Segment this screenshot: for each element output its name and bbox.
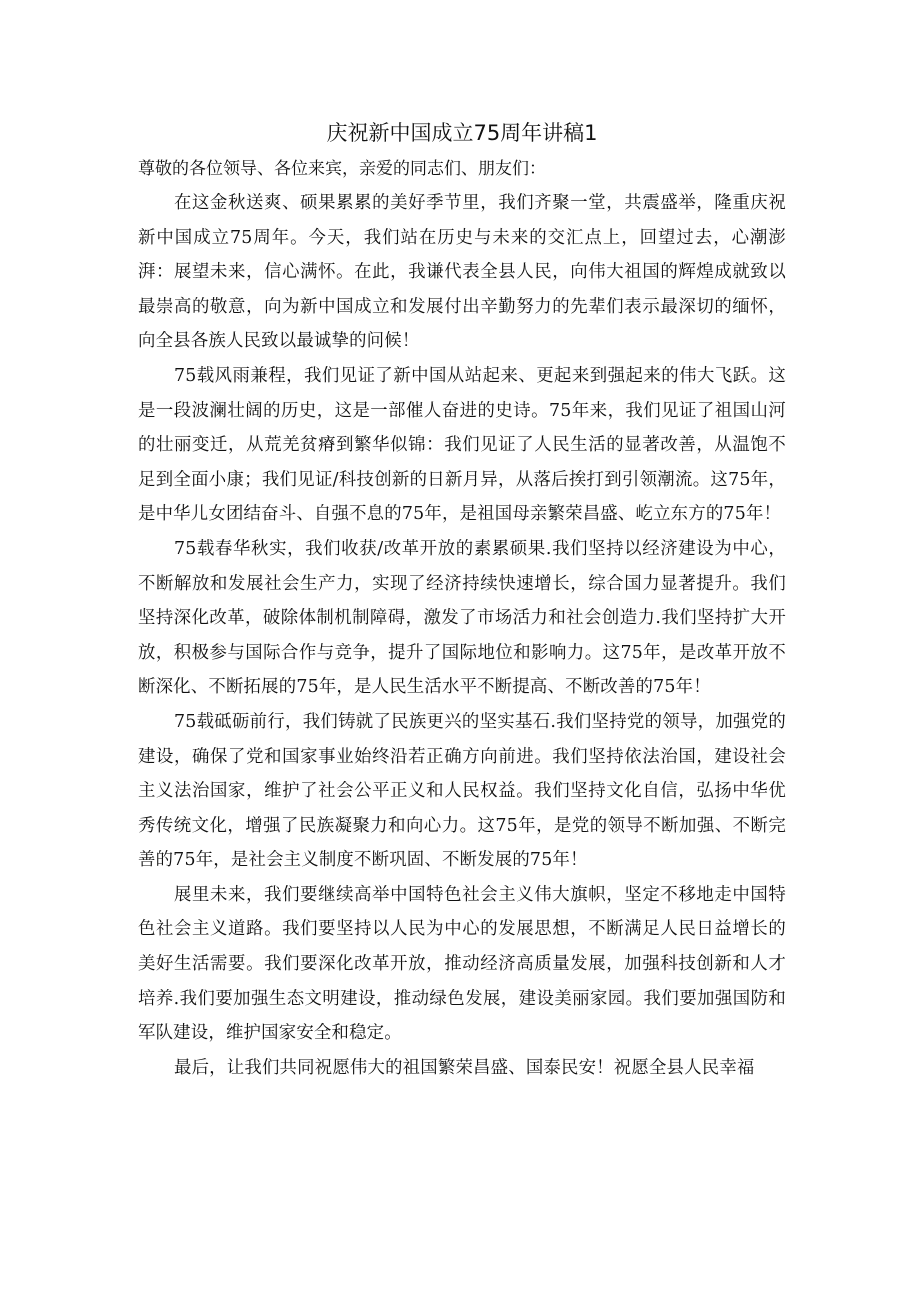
document-title: 庆祝新中国成立75周年讲稿1 [326, 121, 598, 145]
paragraph-6: 最后，让我们共同祝愿伟大的祖国繁荣昌盛、国泰民安！祝愿全县人民幸福 [174, 1057, 755, 1078]
paragraph-3: 75载春华秋实，我们收获/改革开放的素累硕果.我们坚持以经济建设为中心，不断解放和发展社会生产力，实现了经济持续快速增长，综合国力显著提升。我们坚持深化改革，破除体制机制障碍，激发了市场活力和社会创造力.我们坚持扩大开放，积极参与国际合作与竞争，提升了国际地位和影响力。这75年，是改革开放不断深化、不断拓展的75年，是人民生活水平不断提高、不断改善的75年！ [138, 538, 786, 698]
paragraph-5: 展里未来，我们要继续高举中国特色社会主义伟大旗帜，坚定不移地走中国特色社会主义道路。我们要坚持以人民为中心的发展思想，不断满足人民日益增长的美好生活需要。我们要深化改革开放，推动经济高质量发展，加强科技创新和人才培养.我们要加强生态文明建设，推动绿色发展，建设美丽家园。我们要加强国防和军队建设，维护国家安全和稳定。 [138, 884, 786, 1044]
paragraph-2: 75载风雨兼程，我们见证了新中国从站起来、更起来到强起来的伟大飞跃。这是一段波澜壮阔的历史，这是一部催人奋进的史诗。75年来，我们见证了祖国山河的壮丽变迁，从荒羌贫瘠到繁华似锦：我们见证了人民生活的显著改善，从温饱不足到全面小康；我们见证/科技创新的日新月异，从落后挨打到引领潮流。这75年，是中华儿女团结奋斗、自强不息的75年，是祖国母亲繁荣昌盛、屹立东方的75年！ [138, 365, 786, 525]
greeting-line: 尊敬的各位领导、各位来宾，亲爱的同志们、朋友们： [138, 159, 546, 179]
paragraph-4: 75载砥砺前行，我们铸就了民族更兴的坚实基石.我们坚持党的领导，加强党的建设，确保了党和国家事业始终沿若正确方向前进。我们坚持依法治国，建设社会主义法治国家，维护了社会公平正义和人民权益。我们坚持文化自信，弘扬中华优秀传统文化，增强了民族凝聚力和向心力。这75年，是党的领导不断加强、不断完善的75年，是社会主义制度不断巩固、不断发展的75年！ [138, 711, 786, 871]
paragraph-1: 在这金秋送爽、硕果累累的美好季节里，我们齐聚一堂，共震盛举，隆重庆祝新中国成立75周年。今天，我们站在历史与未来的交汇点上，回望过去，心潮澎湃：展望未来，信心满怀。在此，我谦代表全县人民，向伟大祖国的辉煌成就致以最崇高的敬意，向为新中国成立和发展付出辛勤努力的先辈们表示最深切的缅怀，向全县各族人民致以最诚挚的问候！ [138, 193, 786, 352]
document-page [138, 118, 786, 1085]
